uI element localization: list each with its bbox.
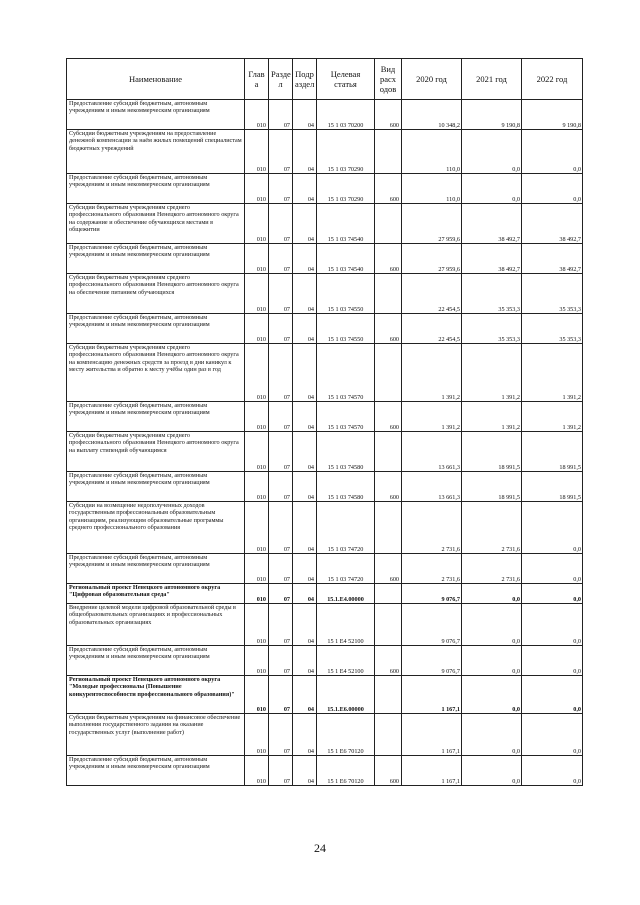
row-amount-2020: 1 167,1 — [402, 676, 462, 714]
header-expense-type: Вид расх одов — [375, 59, 402, 100]
row-section: 07 — [269, 714, 293, 756]
row-expense-type — [375, 502, 402, 554]
row-subsection: 04 — [293, 432, 317, 472]
row-target: 15 1 E4 52100 — [317, 604, 375, 646]
row-subsection: 04 — [293, 502, 317, 554]
row-section: 07 — [269, 432, 293, 472]
row-amount-2020: 13 661,3 — [402, 432, 462, 472]
row-chapter: 010 — [245, 554, 269, 584]
row-subsection: 04 — [293, 344, 317, 402]
row-chapter: 010 — [245, 676, 269, 714]
row-chapter: 010 — [245, 130, 269, 174]
header-name: Наименование — [67, 59, 245, 100]
row-chapter: 010 — [245, 274, 269, 314]
row-name: Субсидии бюджетным учреждениям среднего профессионального образования Ненецкого автономного округа на обеспечение питанием обучающихся — [67, 274, 245, 314]
row-chapter: 010 — [245, 584, 269, 604]
row-amount-2020: 1 167,1 — [402, 714, 462, 756]
budget-table — [66, 58, 583, 786]
row-target: 15 1 03 74720 — [317, 502, 375, 554]
table-row — [67, 314, 583, 344]
row-name: Внедрение целевой модели цифровой образовательной среды в общеобразовательных организациях и профессиональных образовательных организациях — [67, 604, 245, 646]
row-expense-type — [375, 714, 402, 756]
row-subsection: 04 — [293, 244, 317, 274]
row-name: Субсидии на возмещение недополученных доходов государственным профессиональным образовательным организациям, реализующим образовательные программы среднего профессионального образования — [67, 502, 245, 554]
row-expense-type — [375, 344, 402, 402]
row-amount-2022: 0,0 — [522, 604, 583, 646]
row-chapter: 010 — [245, 604, 269, 646]
row-expense-type — [375, 604, 402, 646]
row-target: 15 1 03 74570 — [317, 402, 375, 432]
table-row — [67, 344, 583, 402]
row-section: 07 — [269, 604, 293, 646]
row-amount-2022: 0,0 — [522, 584, 583, 604]
row-section: 07 — [269, 100, 293, 130]
row-target: 15 1 03 74550 — [317, 314, 375, 344]
row-expense-type: 600 — [375, 314, 402, 344]
row-target: 15 1 03 74550 — [317, 274, 375, 314]
row-amount-2020: 110,0 — [402, 130, 462, 174]
header-2021: 2021 год — [462, 59, 522, 100]
row-amount-2021: 0,0 — [462, 584, 522, 604]
table-row — [67, 402, 583, 432]
row-expense-type — [375, 204, 402, 244]
row-amount-2022: 0,0 — [522, 554, 583, 584]
table-row — [67, 274, 583, 314]
table-row — [67, 100, 583, 130]
row-amount-2022: 0,0 — [522, 756, 583, 786]
row-name: Предоставление субсидий бюджетным, автономным учреждениям и иным некоммерческим организациям — [67, 174, 245, 204]
row-amount-2022: 38 492,7 — [522, 244, 583, 274]
row-expense-type: 600 — [375, 646, 402, 676]
table-row — [67, 714, 583, 756]
row-target: 15 1 E6 70120 — [317, 714, 375, 756]
row-amount-2020: 2 731,6 — [402, 554, 462, 584]
row-amount-2020: 1 391,2 — [402, 402, 462, 432]
row-section: 07 — [269, 344, 293, 402]
row-chapter: 010 — [245, 402, 269, 432]
row-expense-type — [375, 584, 402, 604]
row-subsection: 04 — [293, 714, 317, 756]
row-section: 07 — [269, 554, 293, 584]
row-expense-type: 600 — [375, 244, 402, 274]
row-amount-2021: 18 991,5 — [462, 472, 522, 502]
row-amount-2022: 1 391,2 — [522, 402, 583, 432]
row-amount-2021: 38 492,7 — [462, 204, 522, 244]
table-row — [67, 584, 583, 604]
header-2022: 2022 год — [522, 59, 583, 100]
row-expense-type: 600 — [375, 100, 402, 130]
row-name: Предоставление субсидий бюджетным, автономным учреждениям и иным некоммерческим организациям — [67, 402, 245, 432]
row-amount-2022: 0,0 — [522, 676, 583, 714]
page-number: 24 — [314, 841, 326, 855]
row-chapter: 010 — [245, 432, 269, 472]
row-amount-2021: 0,0 — [462, 130, 522, 174]
row-amount-2020: 22 454,5 — [402, 314, 462, 344]
row-amount-2020: 110,0 — [402, 174, 462, 204]
row-chapter: 010 — [245, 204, 269, 244]
table-row — [67, 174, 583, 204]
row-name: Предоставление субсидий бюджетным, автономным учреждениям и иным некоммерческим организациям — [67, 756, 245, 786]
row-chapter: 010 — [245, 756, 269, 786]
row-target: 15 1 03 74580 — [317, 472, 375, 502]
row-expense-type: 600 — [375, 402, 402, 432]
row-subsection: 04 — [293, 472, 317, 502]
row-section: 07 — [269, 174, 293, 204]
row-section: 07 — [269, 274, 293, 314]
row-section: 07 — [269, 584, 293, 604]
row-amount-2022: 18 991,5 — [522, 472, 583, 502]
header-target: Целевая статья — [317, 59, 375, 100]
row-subsection: 04 — [293, 676, 317, 714]
row-subsection: 04 — [293, 100, 317, 130]
row-amount-2020: 13 661,3 — [402, 472, 462, 502]
row-amount-2022: 0,0 — [522, 174, 583, 204]
row-chapter: 010 — [245, 502, 269, 554]
table-row — [67, 432, 583, 472]
row-target: 15 1 E6 70120 — [317, 756, 375, 786]
row-amount-2021: 9 190,8 — [462, 100, 522, 130]
row-amount-2022: 38 492,7 — [522, 204, 583, 244]
row-subsection: 04 — [293, 646, 317, 676]
row-subsection: 04 — [293, 584, 317, 604]
row-expense-type: 600 — [375, 554, 402, 584]
row-amount-2020: 1 391,2 — [402, 344, 462, 402]
row-expense-type: 600 — [375, 756, 402, 786]
row-subsection: 04 — [293, 554, 317, 584]
row-amount-2022: 1 391,2 — [522, 344, 583, 402]
row-amount-2021: 2 731,6 — [462, 554, 522, 584]
header-subsection: Подр аздел — [293, 59, 317, 100]
row-amount-2020: 27 959,6 — [402, 204, 462, 244]
row-expense-type — [375, 130, 402, 174]
table-row — [67, 676, 583, 714]
row-amount-2021: 0,0 — [462, 604, 522, 646]
row-amount-2021: 35 353,3 — [462, 314, 522, 344]
row-amount-2020: 1 167,1 — [402, 756, 462, 786]
row-amount-2021: 1 391,2 — [462, 344, 522, 402]
row-expense-type — [375, 676, 402, 714]
table-row — [67, 646, 583, 676]
row-expense-type — [375, 432, 402, 472]
row-amount-2022: 0,0 — [522, 646, 583, 676]
row-section: 07 — [269, 244, 293, 274]
row-section: 07 — [269, 502, 293, 554]
header-section: Разде л — [269, 59, 293, 100]
row-amount-2022: 0,0 — [522, 502, 583, 554]
row-subsection: 04 — [293, 174, 317, 204]
row-amount-2022: 0,0 — [522, 714, 583, 756]
row-target: 15 1 03 74540 — [317, 204, 375, 244]
row-target: 15 1 E4 52100 — [317, 646, 375, 676]
row-target: 15.1.E4.00000 — [317, 584, 375, 604]
row-subsection: 04 — [293, 604, 317, 646]
row-amount-2020: 9 076,7 — [402, 584, 462, 604]
row-amount-2020: 9 076,7 — [402, 604, 462, 646]
row-subsection: 04 — [293, 314, 317, 344]
row-target: 15 1 03 74720 — [317, 554, 375, 584]
row-section: 07 — [269, 402, 293, 432]
row-amount-2021: 2 731,6 — [462, 502, 522, 554]
row-amount-2021: 0,0 — [462, 756, 522, 786]
header-2020: 2020 год — [402, 59, 462, 100]
row-subsection: 04 — [293, 130, 317, 174]
row-chapter: 010 — [245, 472, 269, 502]
row-amount-2022: 9 190,8 — [522, 100, 583, 130]
row-chapter: 010 — [245, 646, 269, 676]
row-name: Предоставление субсидий бюджетным, автономным учреждениям и иным некоммерческим организациям — [67, 554, 245, 584]
row-name: Предоставление субсидий бюджетным, автономным учреждениям и иным некоммерческим организациям — [67, 314, 245, 344]
row-amount-2020: 10 348,2 — [402, 100, 462, 130]
row-amount-2020: 27 959,6 — [402, 244, 462, 274]
row-section: 07 — [269, 130, 293, 174]
row-amount-2021: 0,0 — [462, 714, 522, 756]
row-target: 15 1 03 74540 — [317, 244, 375, 274]
table-row — [67, 130, 583, 174]
row-chapter: 010 — [245, 244, 269, 274]
row-section: 07 — [269, 204, 293, 244]
row-amount-2021: 0,0 — [462, 646, 522, 676]
row-section: 07 — [269, 646, 293, 676]
row-amount-2020: 9 076,7 — [402, 646, 462, 676]
row-chapter: 010 — [245, 314, 269, 344]
row-amount-2020: 22 454,5 — [402, 274, 462, 314]
row-name: Предоставление субсидий бюджетным, автономным учреждениям и иным некоммерческим организациям — [67, 100, 245, 130]
row-name: Субсидии бюджетным учреждениям среднего профессионального образования Ненецкого автономного округа на содержание и обеспечение обучающихся местами в общежитии — [67, 204, 245, 244]
table-header-row — [67, 59, 583, 100]
row-section: 07 — [269, 756, 293, 786]
row-name: Субсидии бюджетным учреждениям среднего профессионального образования Ненецкого автономного округа на компенсацию денежных средств за проезд в дни каникул к месту жительства и обратно к месту учёбы один раз в год — [67, 344, 245, 402]
row-amount-2022: 35 353,3 — [522, 274, 583, 314]
row-name: Региональный проект Ненецкого автономного округа "Цифровая образовательная среда" — [67, 584, 245, 604]
row-name: Предоставление субсидий бюджетным, автономным учреждениям и иным некоммерческим организациям — [67, 472, 245, 502]
row-chapter: 010 — [245, 344, 269, 402]
row-name: Предоставление субсидий бюджетным, автономным учреждениям и иным некоммерческим организациям — [67, 244, 245, 274]
row-amount-2021: 0,0 — [462, 676, 522, 714]
table-row — [67, 502, 583, 554]
table-row — [67, 244, 583, 274]
row-amount-2021: 0,0 — [462, 174, 522, 204]
table-row — [67, 604, 583, 646]
row-target: 15 1 03 74570 — [317, 344, 375, 402]
table-row — [67, 554, 583, 584]
row-chapter: 010 — [245, 714, 269, 756]
row-section: 07 — [269, 314, 293, 344]
row-section: 07 — [269, 676, 293, 714]
row-expense-type: 600 — [375, 174, 402, 204]
row-expense-type — [375, 274, 402, 314]
table-row — [67, 756, 583, 786]
row-section: 07 — [269, 472, 293, 502]
row-amount-2021: 18 991,5 — [462, 432, 522, 472]
row-target: 15 1 03 70290 — [317, 174, 375, 204]
row-subsection: 04 — [293, 756, 317, 786]
header-chapter: Глав а — [245, 59, 269, 100]
row-chapter: 010 — [245, 174, 269, 204]
row-name: Предоставление субсидий бюджетным, автономным учреждениям и иным некоммерческим организациям — [67, 646, 245, 676]
row-target: 15 1 03 70290 — [317, 130, 375, 174]
row-expense-type: 600 — [375, 472, 402, 502]
table-row — [67, 472, 583, 502]
row-target: 15.1.E6.00000 — [317, 676, 375, 714]
row-name: Субсидии бюджетным учреждениям на предоставление денежной компенсации за наём жилых помещений специалистам бюджетных учреждений — [67, 130, 245, 174]
row-subsection: 04 — [293, 204, 317, 244]
table-body — [67, 100, 583, 786]
row-target: 15 1 03 70200 — [317, 100, 375, 130]
row-name: Региональный проект Ненецкого автономного округа "Молодые профессионалы (Повышение конкурентоспособности профессионального образования)" — [67, 676, 245, 714]
row-name: Субсидии бюджетным учреждениям среднего профессионального образования Ненецкого автономного округа на выплату стипендий обучающимся — [67, 432, 245, 472]
row-subsection: 04 — [293, 274, 317, 314]
row-target: 15 1 03 74580 — [317, 432, 375, 472]
row-amount-2021: 1 391,2 — [462, 402, 522, 432]
row-amount-2020: 2 731,6 — [402, 502, 462, 554]
row-name: Субсидии бюджетным учреждениям на финансовое обеспечение выполнения государственного задания на оказание государственных услуг (выполнение работ) — [67, 714, 245, 756]
table-row — [67, 204, 583, 244]
row-amount-2022: 35 353,3 — [522, 314, 583, 344]
row-amount-2022: 0,0 — [522, 130, 583, 174]
row-amount-2022: 18 991,5 — [522, 432, 583, 472]
row-chapter: 010 — [245, 100, 269, 130]
row-amount-2021: 35 353,3 — [462, 274, 522, 314]
row-amount-2021: 38 492,7 — [462, 244, 522, 274]
row-subsection: 04 — [293, 402, 317, 432]
